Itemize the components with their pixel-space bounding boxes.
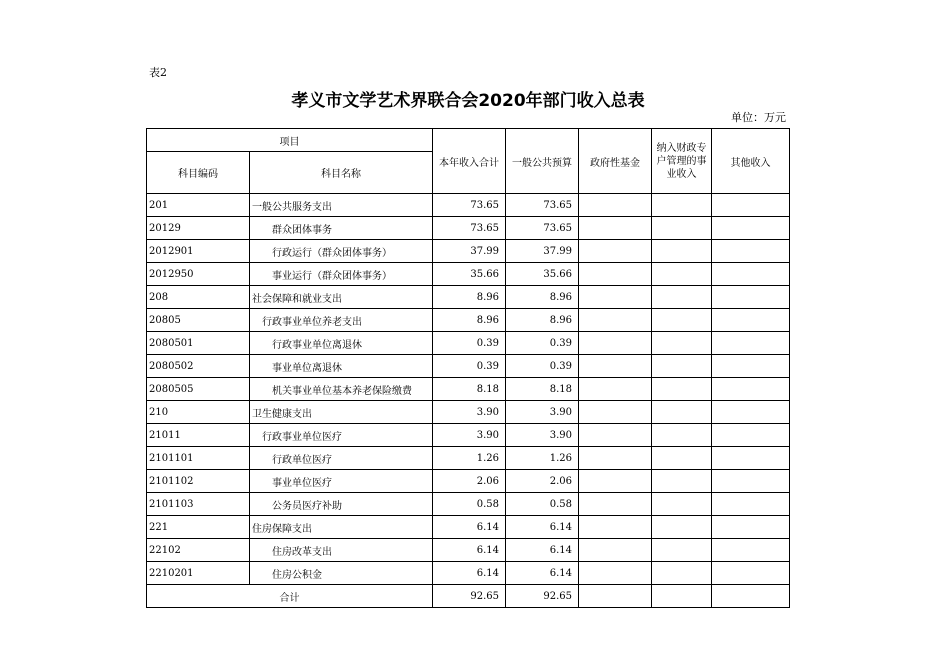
- table-row: [147, 355, 790, 378]
- table-row: [147, 493, 790, 516]
- cell-general-budget: 73.65: [506, 217, 579, 240]
- cell-other: [712, 470, 790, 493]
- table-row: [147, 401, 790, 424]
- cell-other: [712, 516, 790, 539]
- cell-name: 事业运行（群众团体事务）: [250, 263, 433, 286]
- cell-total: 73.65: [433, 217, 506, 240]
- cell-other: [712, 286, 790, 309]
- cell-other: [712, 424, 790, 447]
- header-total: 本年收入合计: [433, 129, 506, 194]
- cell-general-budget: 6.14: [506, 539, 579, 562]
- table-row: [147, 240, 790, 263]
- cell-total: 0.39: [433, 332, 506, 355]
- cell-general-budget: 73.65: [506, 194, 579, 217]
- header-general-budget: 一般公共预算: [506, 129, 579, 194]
- cell-name: 事业单位医疗: [250, 470, 433, 493]
- header-name: 科目名称: [250, 152, 433, 194]
- table-row: [147, 286, 790, 309]
- cell-special-mgmt: [652, 562, 712, 585]
- cell-special-mgmt: [652, 240, 712, 263]
- total-cell-special-mgmt: [652, 585, 712, 608]
- cell-total: 8.96: [433, 286, 506, 309]
- cell-total: 2.06: [433, 470, 506, 493]
- header-special-mgmt: 纳入财政专户管理的事业收入: [652, 129, 712, 194]
- cell-special-mgmt: [652, 516, 712, 539]
- cell-total: 6.14: [433, 562, 506, 585]
- table-row: [147, 332, 790, 355]
- cell-other: [712, 562, 790, 585]
- cell-gov-fund: [579, 539, 652, 562]
- table-row: [147, 447, 790, 470]
- cell-name: 行政事业单位医疗: [250, 424, 433, 447]
- cell-gov-fund: [579, 470, 652, 493]
- cell-other: [712, 240, 790, 263]
- cell-total: 3.90: [433, 424, 506, 447]
- total-cell-gov-fund: [579, 585, 652, 608]
- cell-other: [712, 217, 790, 240]
- cell-code: 201: [147, 194, 250, 217]
- table-row: [147, 309, 790, 332]
- cell-total: 73.65: [433, 194, 506, 217]
- cell-general-budget: 0.39: [506, 332, 579, 355]
- unit-label: 单位：万元: [731, 111, 786, 124]
- cell-other: [712, 378, 790, 401]
- cell-other: [712, 355, 790, 378]
- cell-total: 0.39: [433, 355, 506, 378]
- cell-gov-fund: [579, 516, 652, 539]
- cell-total: 1.26: [433, 447, 506, 470]
- cell-special-mgmt: [652, 332, 712, 355]
- header-project: 项目: [147, 129, 433, 152]
- cell-other: [712, 493, 790, 516]
- cell-total: 6.14: [433, 539, 506, 562]
- total-cell-general-budget: 92.65: [506, 585, 579, 608]
- cell-general-budget: 8.18: [506, 378, 579, 401]
- cell-name: 一般公共服务支出: [250, 194, 433, 217]
- cell-code: 2080502: [147, 355, 250, 378]
- header-other: 其他收入: [712, 129, 790, 194]
- table-row: [147, 378, 790, 401]
- cell-special-mgmt: [652, 194, 712, 217]
- cell-special-mgmt: [652, 378, 712, 401]
- cell-gov-fund: [579, 378, 652, 401]
- cell-general-budget: 8.96: [506, 309, 579, 332]
- cell-other: [712, 194, 790, 217]
- cell-name: 行政事业单位养老支出: [250, 309, 433, 332]
- cell-general-budget: 1.26: [506, 447, 579, 470]
- cell-code: 2101103: [147, 493, 250, 516]
- page-title: 孝义市文学艺术界联合会2020年部门收入总表: [291, 91, 645, 111]
- cell-special-mgmt: [652, 309, 712, 332]
- cell-general-budget: 0.39: [506, 355, 579, 378]
- table-row: [147, 516, 790, 539]
- table-row: [147, 470, 790, 493]
- cell-code: 210: [147, 401, 250, 424]
- cell-code: 2210201: [147, 562, 250, 585]
- header-gov-fund: 政府性基金: [579, 129, 652, 194]
- cell-general-budget: 37.99: [506, 240, 579, 263]
- cell-special-mgmt: [652, 263, 712, 286]
- cell-name: 行政运行（群众团体事务）: [250, 240, 433, 263]
- cell-name: 社会保障和就业支出: [250, 286, 433, 309]
- table-row: [147, 424, 790, 447]
- cell-gov-fund: [579, 562, 652, 585]
- cell-code: 22102: [147, 539, 250, 562]
- cell-code: 20129: [147, 217, 250, 240]
- cell-name: 住房改革支出: [250, 539, 433, 562]
- cell-name: 行政单位医疗: [250, 447, 433, 470]
- cell-code: 208: [147, 286, 250, 309]
- cell-gov-fund: [579, 332, 652, 355]
- cell-gov-fund: [579, 424, 652, 447]
- table-row: [147, 562, 790, 585]
- cell-name: 群众团体事务: [250, 217, 433, 240]
- total-row: [147, 585, 790, 608]
- cell-special-mgmt: [652, 424, 712, 447]
- table-row: [147, 217, 790, 240]
- cell-code: 2080505: [147, 378, 250, 401]
- cell-code: 21011: [147, 424, 250, 447]
- cell-special-mgmt: [652, 217, 712, 240]
- cell-general-budget: 0.58: [506, 493, 579, 516]
- cell-code: 20805: [147, 309, 250, 332]
- cell-name: 卫生健康支出: [250, 401, 433, 424]
- cell-gov-fund: [579, 286, 652, 309]
- cell-special-mgmt: [652, 447, 712, 470]
- cell-other: [712, 263, 790, 286]
- table-row: [147, 539, 790, 562]
- cell-name: 机关事业单位基本养老保险缴费: [250, 378, 433, 401]
- cell-other: [712, 401, 790, 424]
- cell-general-budget: 6.14: [506, 516, 579, 539]
- cell-code: 221: [147, 516, 250, 539]
- cell-special-mgmt: [652, 539, 712, 562]
- cell-gov-fund: [579, 194, 652, 217]
- cell-general-budget: 2.06: [506, 470, 579, 493]
- cell-total: 8.18: [433, 378, 506, 401]
- cell-gov-fund: [579, 263, 652, 286]
- cell-other: [712, 539, 790, 562]
- cell-code: 2101102: [147, 470, 250, 493]
- cell-total: 37.99: [433, 240, 506, 263]
- cell-general-budget: 3.90: [506, 424, 579, 447]
- cell-special-mgmt: [652, 493, 712, 516]
- cell-name: 住房公积金: [250, 562, 433, 585]
- total-cell-other: [712, 585, 790, 608]
- cell-general-budget: 3.90: [506, 401, 579, 424]
- table-row: [147, 194, 790, 217]
- cell-code: 2012901: [147, 240, 250, 263]
- cell-special-mgmt: [652, 470, 712, 493]
- cell-total: 8.96: [433, 309, 506, 332]
- cell-total: 35.66: [433, 263, 506, 286]
- table-row: [147, 263, 790, 286]
- cell-gov-fund: [579, 240, 652, 263]
- cell-gov-fund: [579, 355, 652, 378]
- cell-name: 住房保障支出: [250, 516, 433, 539]
- cell-total: 3.90: [433, 401, 506, 424]
- cell-special-mgmt: [652, 355, 712, 378]
- cell-gov-fund: [579, 493, 652, 516]
- cell-code: 2012950: [147, 263, 250, 286]
- cell-total: 6.14: [433, 516, 506, 539]
- cell-gov-fund: [579, 217, 652, 240]
- cell-name: 行政事业单位离退休: [250, 332, 433, 355]
- total-cell-total: 92.65: [433, 585, 506, 608]
- cell-general-budget: 8.96: [506, 286, 579, 309]
- cell-gov-fund: [579, 309, 652, 332]
- cell-other: [712, 332, 790, 355]
- cell-other: [712, 447, 790, 470]
- cell-total: 0.58: [433, 493, 506, 516]
- cell-gov-fund: [579, 401, 652, 424]
- sheet-label: 表2: [149, 66, 167, 79]
- cell-special-mgmt: [652, 401, 712, 424]
- cell-name: 公务员医疗补助: [250, 493, 433, 516]
- cell-other: [712, 309, 790, 332]
- header-code: 科目编码: [147, 152, 250, 194]
- cell-special-mgmt: [652, 286, 712, 309]
- cell-general-budget: 6.14: [506, 562, 579, 585]
- cell-name: 事业单位离退休: [250, 355, 433, 378]
- cell-gov-fund: [579, 447, 652, 470]
- income-table: [146, 128, 790, 608]
- cell-general-budget: 35.66: [506, 263, 579, 286]
- cell-code: 2080501: [147, 332, 250, 355]
- total-label: 合计: [147, 585, 433, 608]
- cell-code: 2101101: [147, 447, 250, 470]
